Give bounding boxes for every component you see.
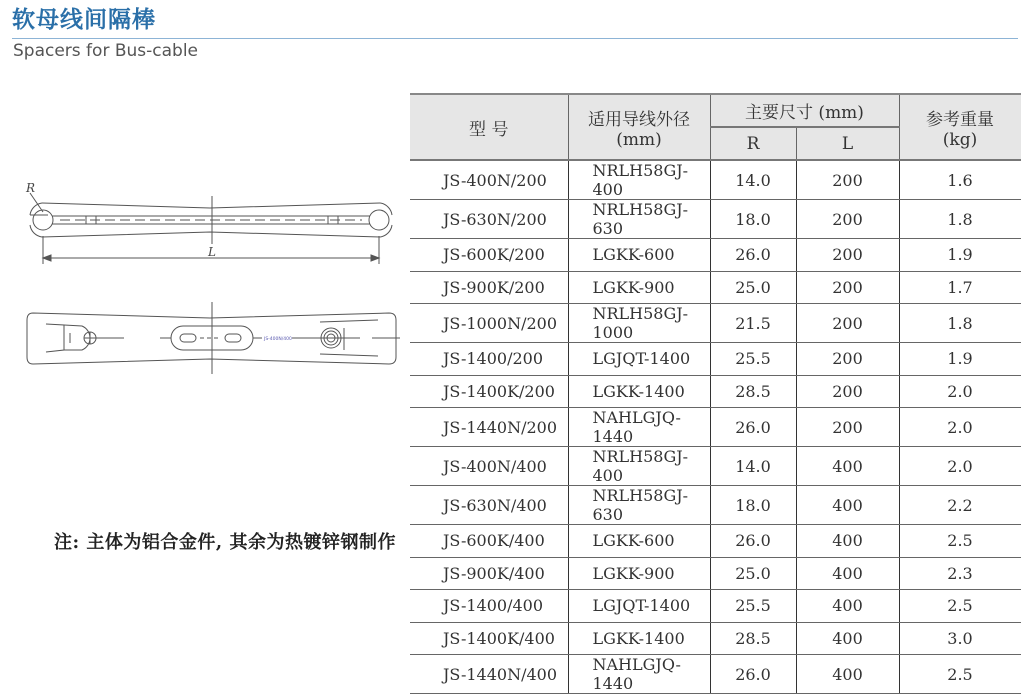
cell-r: 26.0	[710, 408, 796, 447]
cell-conductor: LGJQT-1400	[568, 590, 710, 623]
cell-l: 400	[796, 655, 899, 694]
cell-r: 21.5	[710, 304, 796, 343]
cell-r: 25.0	[710, 557, 796, 590]
cell-model: JS-1440N/200	[410, 408, 568, 447]
cell-weight: 1.7	[899, 271, 1021, 304]
header-weight-line1: 参考重量	[926, 109, 994, 130]
table-row	[410, 200, 1021, 239]
cell-conductor: LGKK-900	[568, 271, 710, 304]
table-row	[410, 525, 1021, 558]
cell-model: JS-900K/200	[410, 271, 568, 304]
cell-conductor: NRLH58GJ-630	[568, 200, 710, 239]
cell-l: 200	[796, 408, 899, 447]
table-row	[410, 239, 1021, 272]
cell-r: 26.0	[710, 655, 796, 694]
cell-model: JS-1400K/400	[410, 622, 568, 655]
table-row	[410, 622, 1021, 655]
cell-r: 25.0	[710, 271, 796, 304]
table-row	[410, 408, 1021, 447]
table-row	[410, 557, 1021, 590]
cell-conductor: NRLH58GJ-400	[568, 160, 710, 200]
header-l: L	[796, 127, 899, 160]
cell-model: JS-600K/400	[410, 525, 568, 558]
cell-l: 400	[796, 622, 899, 655]
cell-l: 200	[796, 343, 899, 376]
table-row	[410, 447, 1021, 486]
cell-weight: 1.8	[899, 200, 1021, 239]
cell-weight: 1.6	[899, 160, 1021, 200]
cell-weight: 2.5	[899, 590, 1021, 623]
header-conductor	[568, 94, 710, 160]
cell-r: 26.0	[710, 525, 796, 558]
cell-r: 25.5	[710, 590, 796, 623]
cell-conductor: LGJQT-1400	[568, 343, 710, 376]
cell-l: 200	[796, 160, 899, 200]
header-weight	[899, 94, 1021, 160]
table-row	[410, 590, 1021, 623]
cell-l: 200	[796, 304, 899, 343]
table-row	[410, 655, 1021, 694]
cell-r: 28.5	[710, 375, 796, 408]
cell-conductor: NAHLGJQ-1440	[568, 655, 710, 694]
table-row	[410, 271, 1021, 304]
header-dims: 主要尺寸 (mm)	[710, 94, 899, 127]
page-subtitle: Spacers for Bus-cable	[13, 41, 198, 61]
spec-table	[410, 93, 1021, 694]
cell-conductor: LGKK-1400	[568, 622, 710, 655]
cell-model: JS-630N/400	[410, 486, 568, 525]
cell-r: 14.0	[710, 160, 796, 200]
table-row	[410, 304, 1021, 343]
cell-l: 200	[796, 271, 899, 304]
cell-r: 18.0	[710, 486, 796, 525]
cell-r: 18.0	[710, 200, 796, 239]
cell-weight: 2.0	[899, 375, 1021, 408]
cell-r: 25.5	[710, 343, 796, 376]
cell-weight: 1.8	[899, 304, 1021, 343]
part-label: JS-400N/400	[264, 337, 292, 342]
table-row	[410, 375, 1021, 408]
table-row	[410, 486, 1021, 525]
cell-weight: 3.0	[899, 622, 1021, 655]
header-r: R	[710, 127, 796, 160]
cell-r: 26.0	[710, 239, 796, 272]
cell-weight: 2.0	[899, 408, 1021, 447]
cell-conductor: NAHLGJQ-1440	[568, 408, 710, 447]
cell-l: 200	[796, 200, 899, 239]
cell-conductor: NRLH58GJ-630	[568, 486, 710, 525]
cell-conductor: LGKK-600	[568, 239, 710, 272]
cell-l: 400	[796, 447, 899, 486]
dim-label-l: L	[208, 245, 216, 259]
cell-weight: 2.5	[899, 525, 1021, 558]
cell-l: 400	[796, 525, 899, 558]
cell-model: JS-1400/400	[410, 590, 568, 623]
cell-weight: 1.9	[899, 343, 1021, 376]
header-conductor-line1: 适用导线外径	[588, 109, 690, 130]
cell-model: JS-1000N/200	[410, 304, 568, 343]
page-title: 软母线间隔棒	[12, 7, 156, 33]
cell-model: JS-400N/400	[410, 447, 568, 486]
cell-l: 400	[796, 486, 899, 525]
cell-model: JS-900K/400	[410, 557, 568, 590]
spacer-drawing	[0, 0, 410, 400]
cell-conductor: LGKK-600	[568, 525, 710, 558]
cell-weight: 1.9	[899, 239, 1021, 272]
cell-weight: 2.0	[899, 447, 1021, 486]
cell-weight: 2.2	[899, 486, 1021, 525]
cell-r: 28.5	[710, 622, 796, 655]
cell-l: 200	[796, 239, 899, 272]
cell-conductor: LGKK-1400	[568, 375, 710, 408]
cell-l: 200	[796, 375, 899, 408]
cell-l: 400	[796, 557, 899, 590]
cell-model: JS-400N/200	[410, 160, 568, 200]
cell-model: JS-1440N/400	[410, 655, 568, 694]
cell-l: 400	[796, 590, 899, 623]
header-weight-line2: (kg)	[942, 129, 978, 150]
cell-weight: 2.3	[899, 557, 1021, 590]
header-conductor-line2: (mm)	[616, 129, 662, 150]
dim-label-r: R	[26, 181, 36, 195]
cell-r: 14.0	[710, 447, 796, 486]
table-row	[410, 343, 1021, 376]
cell-conductor: LGKK-900	[568, 557, 710, 590]
cell-model: JS-630N/200	[410, 200, 568, 239]
cell-model: JS-1400/200	[410, 343, 568, 376]
table-row	[410, 160, 1021, 200]
header-model: 型 号	[410, 94, 568, 160]
material-note: 注: 主体为铝合金件, 其余为热镀锌钢制作	[54, 532, 396, 553]
cell-weight: 2.5	[899, 655, 1021, 694]
cell-conductor: NRLH58GJ-1000	[568, 304, 710, 343]
cell-conductor: NRLH58GJ-400	[568, 447, 710, 486]
cell-model: JS-600K/200	[410, 239, 568, 272]
cell-model: JS-1400K/200	[410, 375, 568, 408]
spacer-top-view	[27, 302, 400, 374]
